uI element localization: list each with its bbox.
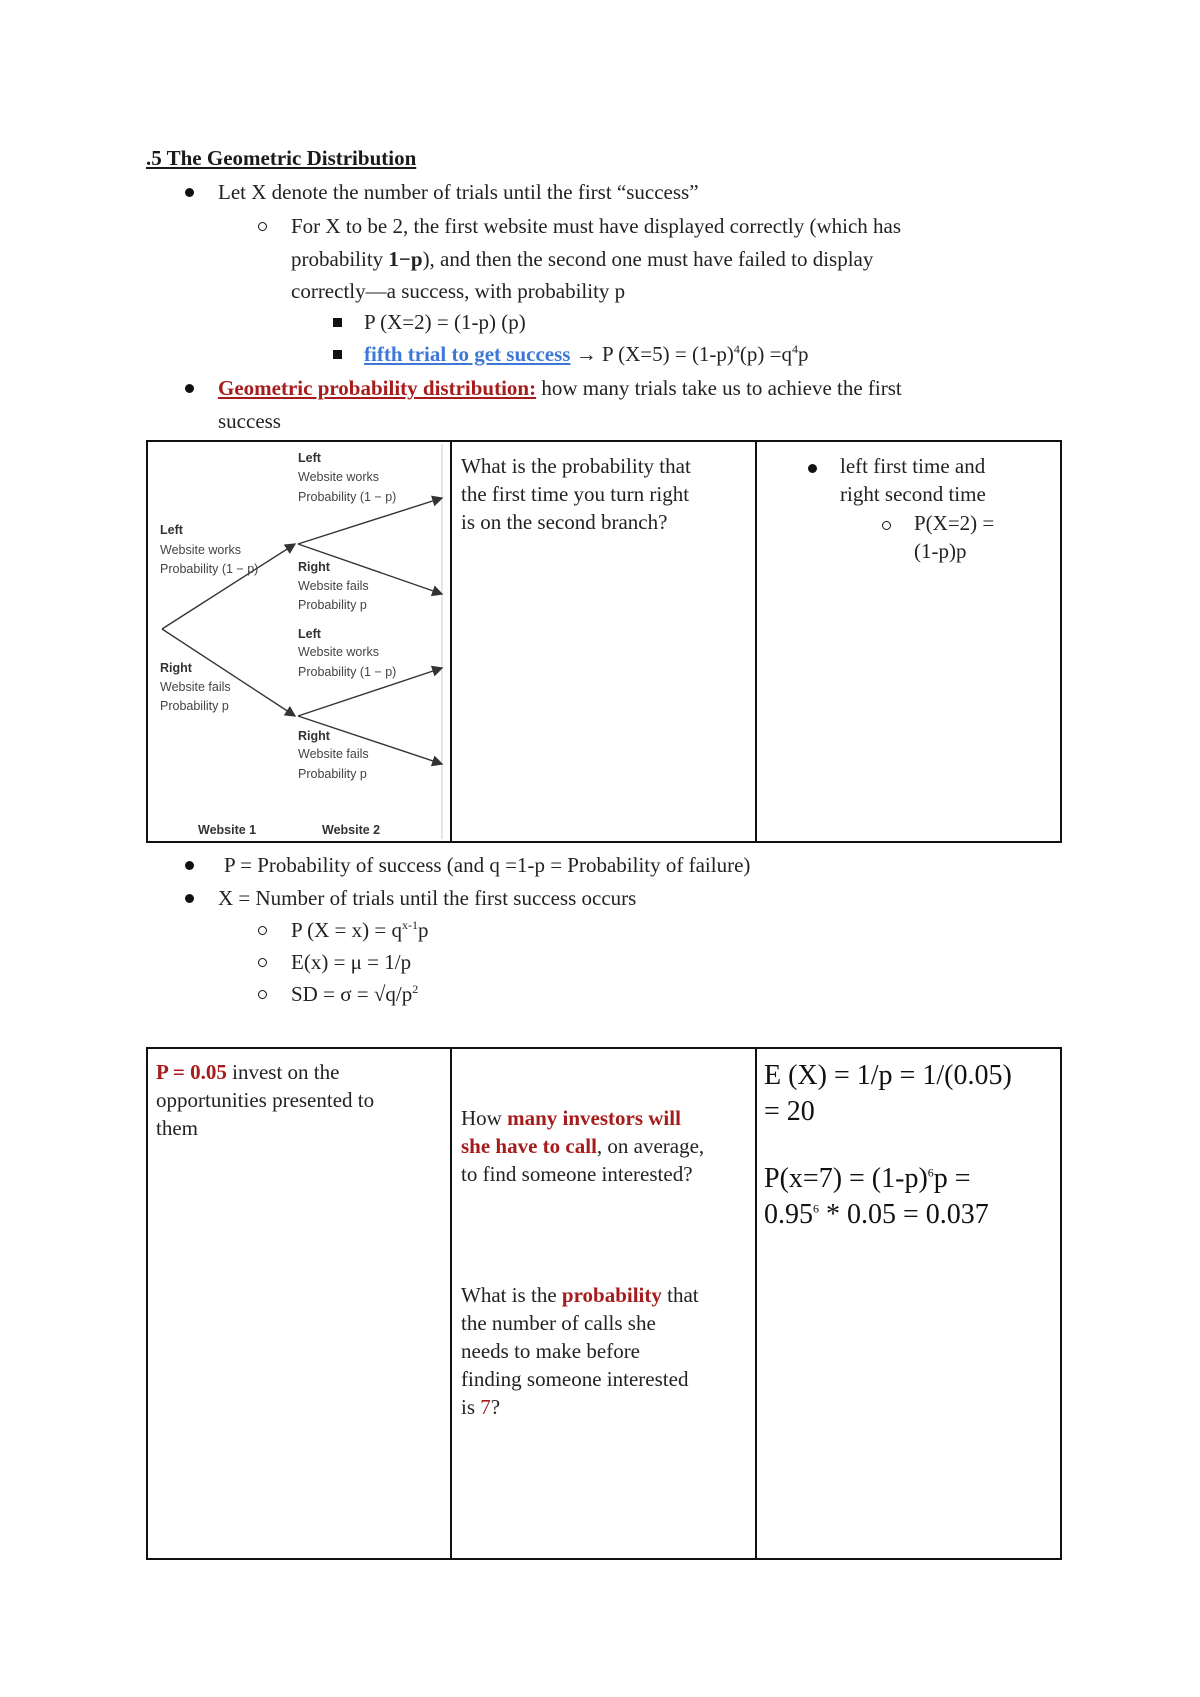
definition-x: X = Number of trials until the first success occurs [218,886,637,910]
bullet-disc [185,384,194,393]
tree-label: Probability p [298,598,367,612]
bullet-circle [258,222,267,231]
bullet-square [333,350,342,359]
table-divider [450,440,452,843]
answer-text: left first time and right second time [840,454,986,506]
question-expected-calls: How many investors will she have to call, on average, to find someone interested? [461,1106,705,1186]
bullet-circle [258,926,267,935]
tree-label: Website fails [298,747,369,761]
tree-label: Website works [160,543,242,557]
formula-pmf: P $(X = x) = q^{x-1}p$ [291,918,429,942]
tree-label: Left [298,451,321,465]
tree-label: Probability p [160,699,229,713]
bullet-circle [882,521,891,530]
given-probability: P = 0.05 invest on the opportunities presented to them [156,1060,375,1140]
tree-label: Left [298,627,321,641]
fifth-trial-link[interactable]: fifth trial to get success [364,342,571,366]
sub-bullet-text-cont2: correctly—a success, with probability p [291,279,626,303]
answer-formula: P(X=2) = (1-p)p [914,511,995,563]
answer-probability: $P(x=7) = (1-p)^6p$ = $0.95^6 * 0.05 = 0.037$ [764,1163,989,1230]
probability-tree-diagram [150,444,448,839]
formula-p-x2: P (X=2) = (1-p) (p) [364,310,526,334]
tree-axis-label: Website 1 [198,823,257,837]
tree-label: Right [298,560,330,574]
sub-bullet-text-cont: probability 1−p), and then the second one must have failed to display [291,247,874,271]
geometric-definition: Geometric probability distribution: how many trials take us to achieve the first [218,376,902,400]
tree-label: Right [298,729,330,743]
geometric-definition-cont: success [218,409,281,433]
tree-label: Website works [298,645,380,659]
bullet-disc [808,464,817,473]
tree-label: Website fails [298,579,369,593]
tree-label: Website works [298,470,380,484]
sub-bullet-text: For X to be 2, the first website must have displayed correctly (which has [291,214,902,238]
answer-expectation: E (X) = 1/p = 1/(0.05) = 20 [764,1060,1012,1127]
tree-label: Probability (1 − p) [298,665,397,679]
bullet-square [333,318,342,327]
tree-label: Probability p [298,767,367,781]
tree-label: Left [160,523,183,537]
bullet-circle [258,958,267,967]
table-divider [450,1047,452,1560]
formula-p-x5: fifth trial to get success → P $(X=5) = (1-p)^4(p) =q^4p$ [364,342,809,366]
bullet-disc [185,894,194,903]
bullet-disc [185,861,194,870]
tree-label: Probability (1 − p) [298,490,397,504]
bullet-disc [185,188,194,197]
formula-sd: SD = $\sigma = √q/p^2$ [291,982,419,1006]
bullet-text: Let X denote the number of trials until the first “success” [218,180,699,204]
bullet-circle [258,990,267,999]
table-divider [755,1047,757,1560]
tree-axis-label: Website 2 [322,823,381,837]
formula-expectation: E(x) = μ = 1/p [291,950,412,974]
tree-label: Right [160,661,192,675]
table-divider [755,440,757,843]
question-second-branch: What is the probability that the first time you turn right is on the second branch? [461,454,691,534]
tree-label: Website fails [160,680,231,694]
question-probability-seven: What is the probability that the number of calls she needs to make before finding someone interested is 7? [461,1283,699,1419]
definition-p: P = Probability of success (and q =1-p = Probability of failure) [224,853,751,877]
tree-label: Probability (1 − p) [160,562,259,576]
section-heading: .5 The Geometric Distribution [146,146,417,170]
